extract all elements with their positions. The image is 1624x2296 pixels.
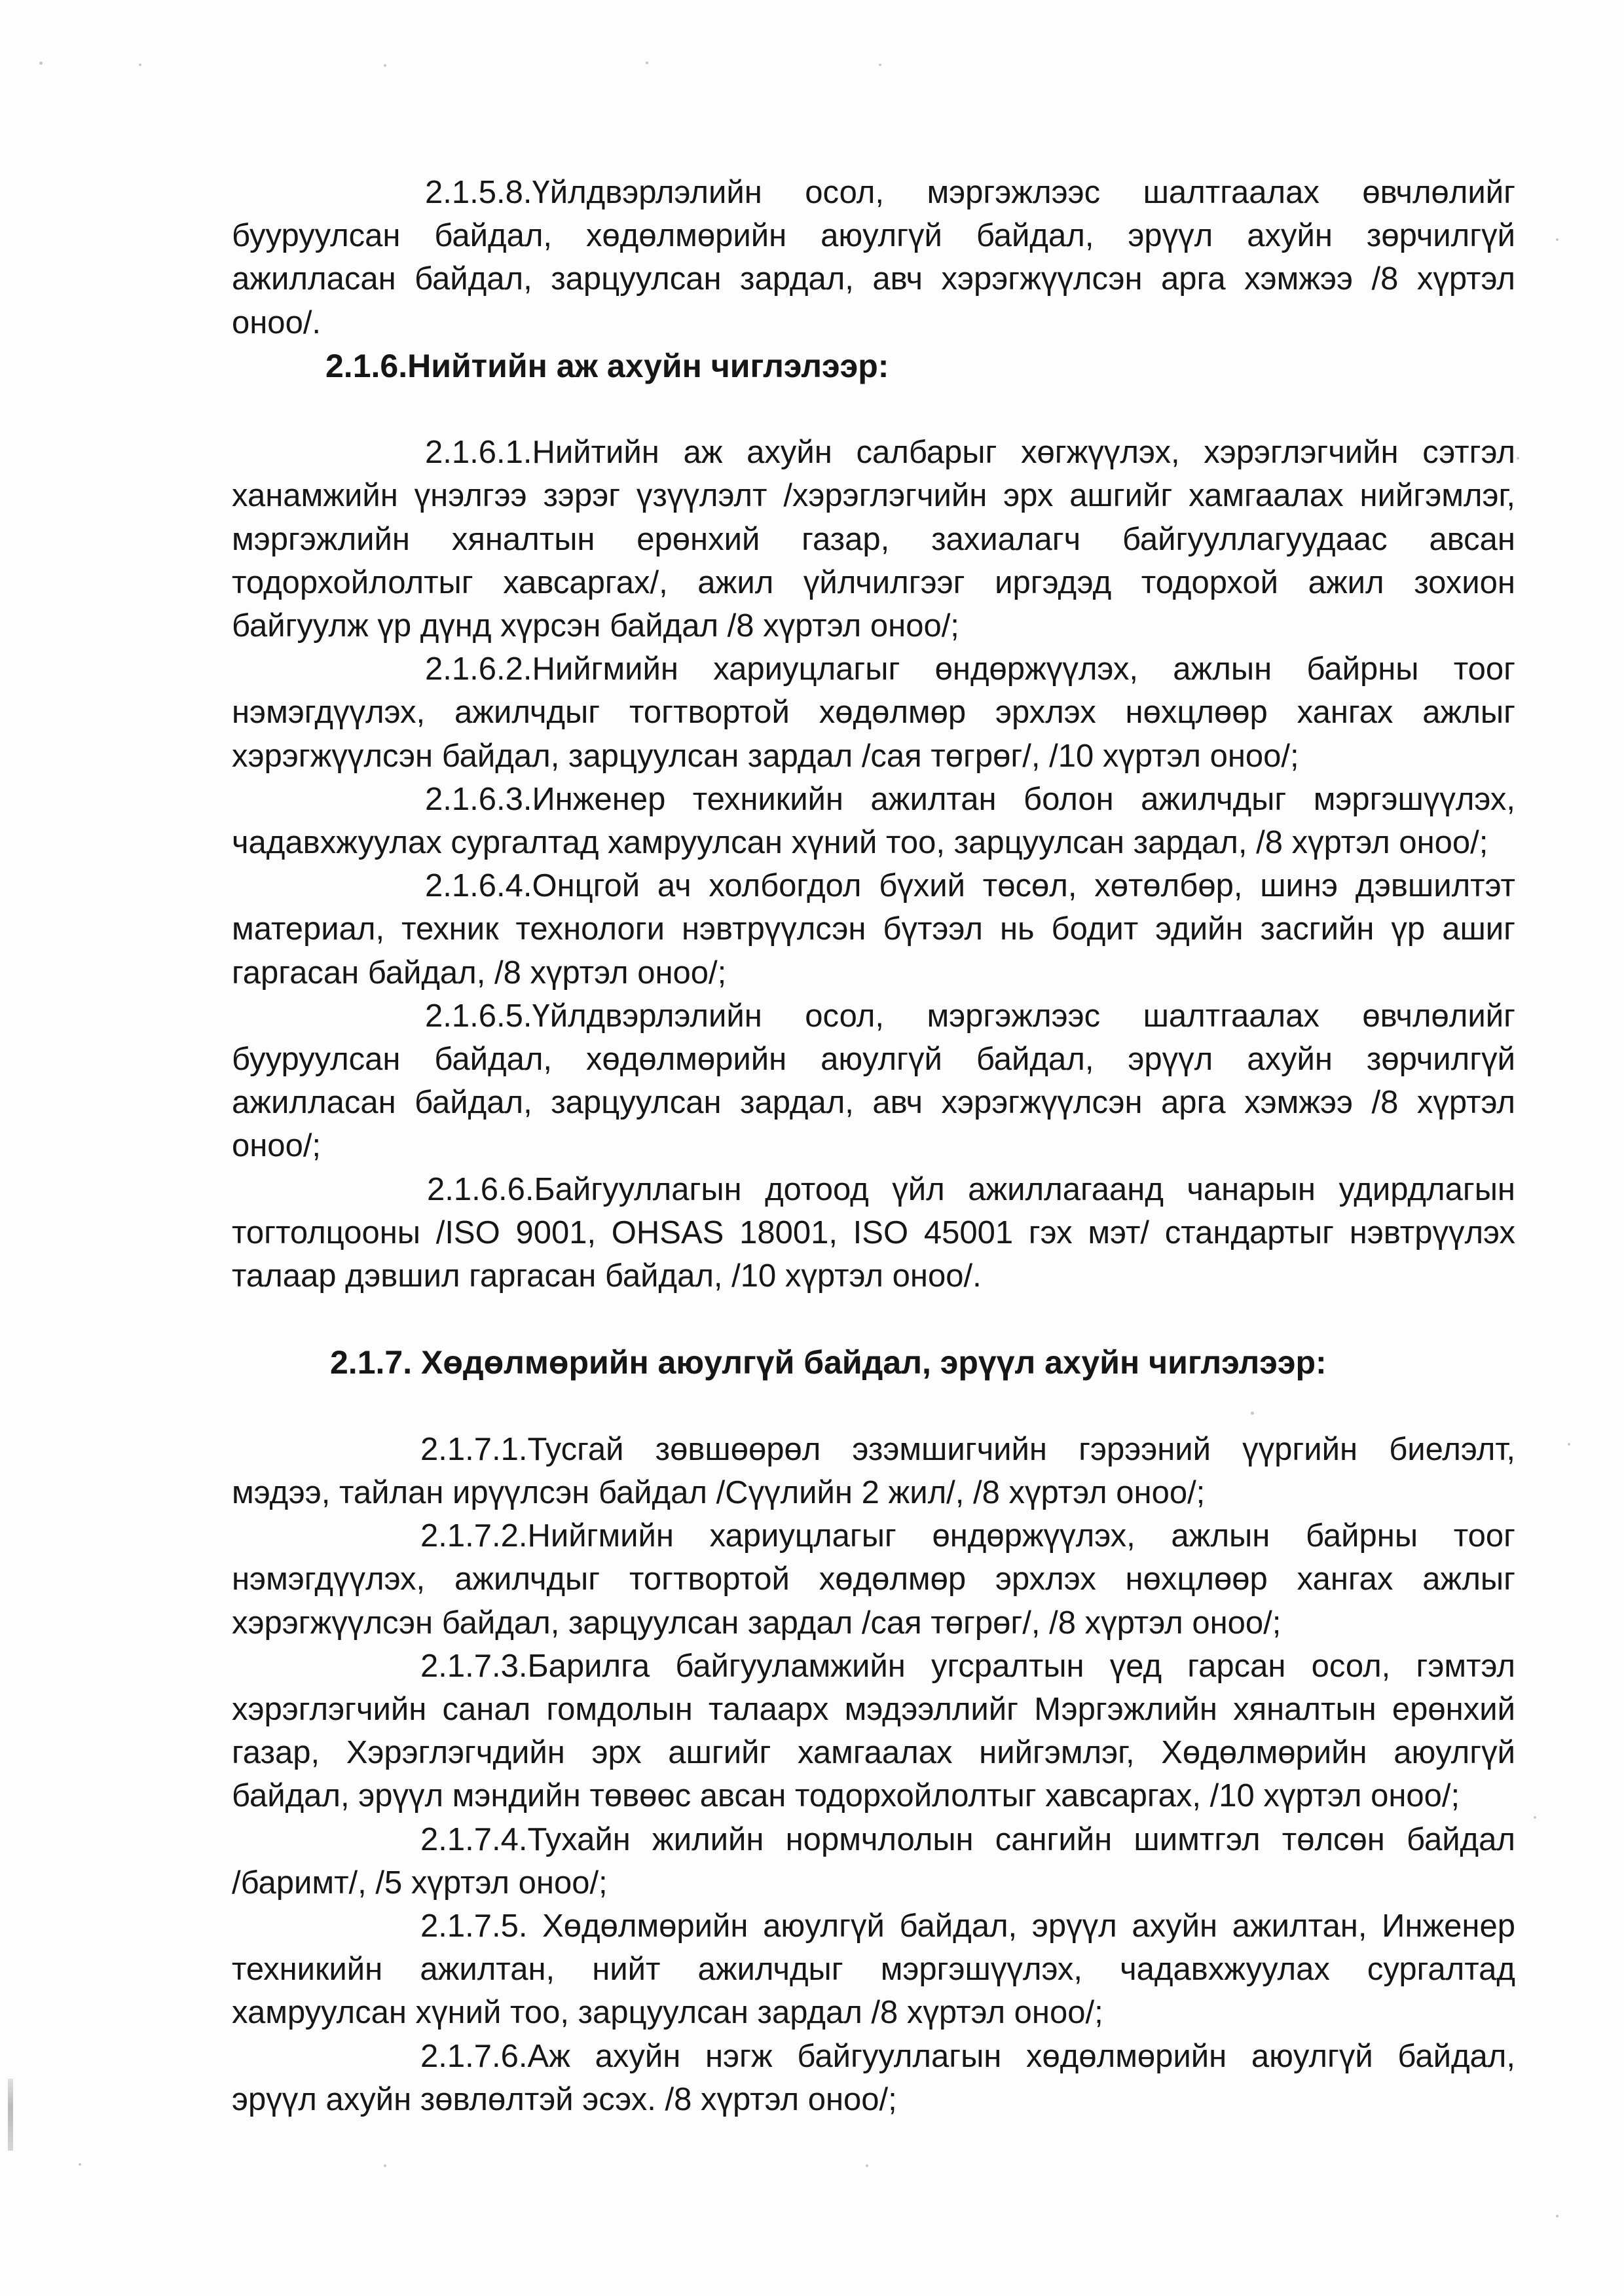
clause-2-1-7-1 [232,1428,1515,1514]
clause-line: 2.1.6.5.Үйлдвэрлэлийн осол, мэргэжлээс шалтгаалах өвчлөлийг [425,998,1515,1034]
clause-line: нэмэгдүүлэх, ажилчдыг тогтвортой хөдөлмөр эрхлэх нөхцлөөр хангах ажлыг [232,695,1515,731]
clause-line: хэрэглэгчийн санал гомдолын талаарх мэдээллийг Мэргэжлийн хяналтын ерөнхий [232,1692,1515,1728]
scan-speck [1517,457,1519,460]
clause-line: ажилласан байдал, зарцуулсан зардал, авч хэрэгжүүлсэн арга хэмжээ /8 хүртэл [232,261,1515,297]
scan-speck [139,64,141,66]
scan-speck [384,64,386,67]
blank-line [232,388,1515,431]
scan-speck [1556,238,1559,241]
clause-2-1-7-6 [232,2035,1515,2121]
clause-line: 2.1.6.3.Инженер техникийн ажилтан болон ажилчдыг мэргэшүүлэх, [425,781,1515,817]
scan-speck [646,62,648,64]
clause-line: техникийн ажилтан, нийт ажилчдыг мэргэшүүлэх, чадавхжуулах сургалтад [232,1952,1515,1988]
scan-speck [879,64,881,66]
clause-line: 2.1.7.2.Нийгмийн хариуцлагыг өндөржүүлэх, ажлын байрны тоог [420,1518,1515,1554]
clause-line: 2.1.6.4.Онцгой ач холбогдол бүхий төсөл, хөтөлбөр, шинэ дэвшилтэт [425,868,1515,904]
document-body [232,171,1515,2121]
clause-line: талаар дэвшил гаргасан байдал, /10 хүртэл оноо/. [232,1258,982,1294]
clause-line: 2.1.6.1.Нийтийн аж ахуйн салбарыг хөгжүүлэх, хэрэглэгчийн сэтгэл [425,435,1515,471]
clause-line: нэмэгдүүлэх, ажилчдыг тогтвортой хөдөлмөр эрхлэх нөхцлөөр хангах ажлыг [232,1561,1515,1597]
clause-line: байгуулж үр дүнд хүрсэн байдал /8 хүртэл оноо/; [232,608,959,644]
clause-2-1-6-5 [232,994,1515,1168]
clause-2-1-7-4 [232,1818,1515,1904]
clause-line: гаргасан байдал, /8 хүртэл оноо/; [232,955,727,991]
clause-line: мэдээ, тайлан ирүүлсэн байдал /Сүүлийн 2 жил/, /8 хүртэл оноо/; [232,1475,1206,1511]
clause-line: хэрэгжүүлсэн байдал, зарцуулсан зардал /сая төгрөг/, /8 хүртэл оноо/; [232,1605,1282,1641]
scan-speck [1534,1816,1536,1819]
clause-line: 2.1.6.6.Байгууллагын дотоод үйл ажиллагаанд чанарын удирдлагын [427,1171,1515,1207]
scan-speck [384,2164,386,2167]
blank-line [232,1385,1515,1428]
clause-line: тогтолцооны /ISO 9001, OHSAS 18001, ISO 45001 гэх мэт/ стандартыг нэвтрүүлэх [232,1214,1515,1250]
section-heading-2-1-6: 2.1.6.Нийтийн аж ахуйн чиглэлээр: [325,347,889,384]
clause-2-1-6-4 [232,864,1515,994]
clause-line: ханамжийн үнэлгээ зэрэг үзүүлэлт /хэрэглэгчийн эрх ашгийг хамгаалах нийгэмлэг, [232,478,1515,514]
clause-line: 2.1.7.4.Тухайн жилийн нормчлолын сангийн шимтгэл төлсөн байдал [420,1821,1515,1857]
clause-2-1-7-2 [232,1514,1515,1645]
scan-speck [79,2163,81,2166]
scan-speck [866,2164,868,2167]
clause-line: хэрэгжүүлсэн байдал, зарцуулсан зардал /сая төгрөг/, /10 хүртэл оноо/; [232,738,1299,774]
scan-speck [1568,1443,1570,1446]
scan-edge-mark [8,2079,13,2151]
clause-line: тодорхойлолтыг хавсаргах/, ажил үйлчилгээг иргэдэд тодорхой ажил зохион [232,564,1515,600]
clause-line: мэргэжлийн хяналтын ерөнхий газар, захиалагч байгууллагуудаас авсан [232,521,1515,557]
scan-speck [39,62,43,65]
clause-line: 2.1.7.3.Барилга байгууламжийн угсралтын үед гарсан осол, гэмтэл [420,1648,1515,1684]
clause-line: эрүүл ахуйн зөвлөлтэй эсэх. /8 хүртэл оноо/; [232,2081,897,2117]
clause-2-1-6-3 [232,778,1515,864]
clause-line: бууруулсан байдал, хөдөлмөрийн аюулгүй байдал, эрүүл ахуйн зөрчилгүй [232,218,1515,254]
clause-2-1-5-8 [232,171,1515,344]
clause-line: байдал, эрүүл мэндийн төвөөс авсан тодорхойлолтыг хавсаргах, /10 хүртэл оноо/; [232,1778,1460,1814]
clause-line: /баримт/, /5 хүртэл оноо/; [232,1865,608,1901]
clause-line: 2.1.6.2.Нийгмийн хариуцлагыг өндөржүүлэх, ажлын байрны тоог [425,651,1515,687]
clause-line: 2.1.5.8.Үйлдвэрлэлийн осол, мэргэжлээс шалтгаалах өвчлөлийг [425,175,1515,210]
blank-line [232,1298,1515,1341]
clause-2-1-6-1 [232,431,1515,647]
clause-2-1-6-6 [232,1168,1515,1298]
clause-line: 2.1.7.5. Хөдөлмөрийн аюулгүй байдал, эрүүл ахуйн ажилтан, Инженер [420,1908,1515,1944]
section-heading-2-1-7: 2.1.7. Хөдөлмөрийн аюулгүй байдал, эрүүл ахуйн чиглэлээр: [330,1344,1327,1381]
clause-line: оноо/; [232,1128,322,1164]
clause-line: хамруулсан хүний тоо, зарцуулсан зардал /8 хүртэл оноо/; [232,1995,1103,2031]
clause-line: материал, техник технологи нэвтрүүлсэн бүтээл нь бодит эдийн засгийн үр ашиг [232,911,1515,947]
clause-line: чадавхжуулах сургалтад хамруулсан хүний тоо, зарцуулсан зардал, /8 хүртэл оноо/; [232,825,1488,861]
clause-line: 2.1.7.6.Аж ахуйн нэгж байгууллагын хөдөлмөрийн аюулгүй байдал, [420,2038,1515,2074]
clause-2-1-6-2 [232,647,1515,778]
clause-line: оноо/. [232,304,322,340]
clause-2-1-7-5 [232,1904,1515,2035]
scan-speck [1556,2215,1559,2217]
clause-line: газар, Хэрэглэгчдийн эрх ашгийг хамгаалах нийгэмлэг, Хөдөлмөрийн аюулгүй [232,1735,1515,1771]
clause-line: бууруулсан байдал, хөдөлмөрийн аюулгүй байдал, эрүүл ахуйн зөрчилгүй [232,1042,1515,1078]
clause-2-1-7-3 [232,1645,1515,1818]
clause-line: 2.1.7.1.Тусгай зөвшөөрөл эзэмшигчийн гэрээний үүргийн биелэлт, [420,1431,1515,1467]
clause-line: ажилласан байдал, зарцуулсан зардал, авч хэрэгжүүлсэн арга хэмжээ /8 хүртэл [232,1085,1515,1121]
